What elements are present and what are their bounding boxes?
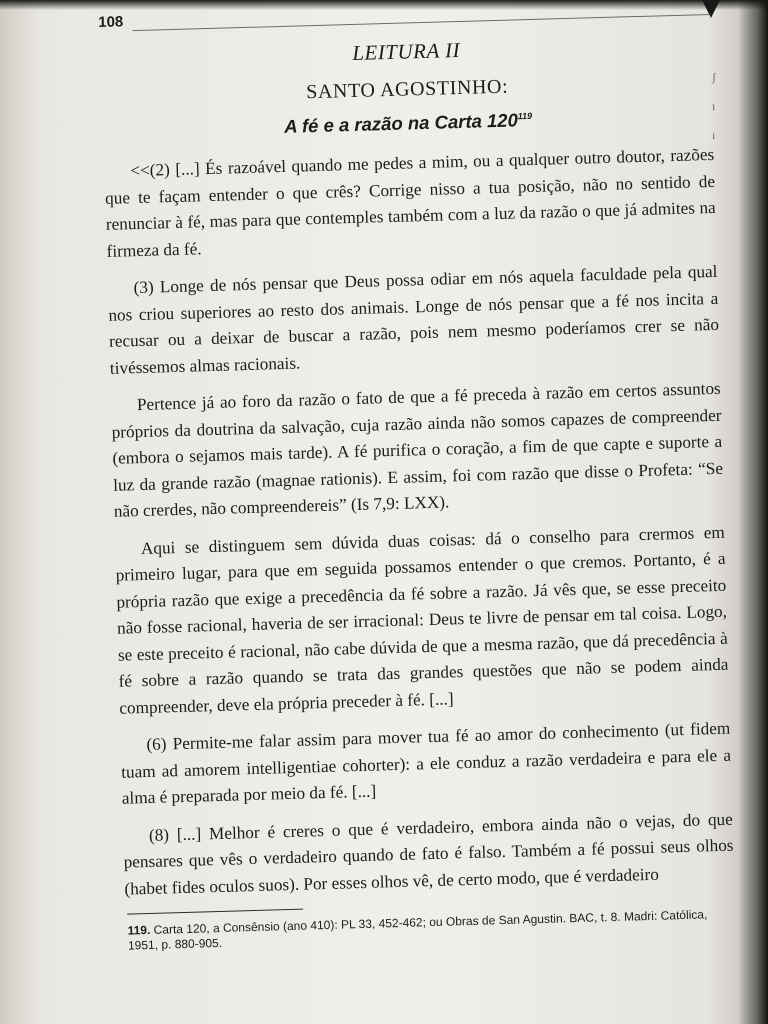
header-rule xyxy=(132,14,710,31)
margin-show-through: ʃ ı ı xyxy=(712,70,716,142)
footnote-text: Carta 120, a Consênsio (ano 410): PL 33, 452-462; ou Obras de San Agustin. BAC, t. 8. Madri: Católica, 1951, p. 880-905. xyxy=(127,907,708,953)
footnote-area xyxy=(127,897,728,954)
paragraph-4: Aqui se distinguem sem dúvida duas coisas: dá o conselho para crermos em primeiro lugar, para que em seguida possamos entender o que cremos. Portanto, é a própria razão que exige a precedência da fé sobre a razão. Já vês que, se esse preceito não fosse racional, haveria de ser irracional: Deus te livre de pensar em tal coisa. Logo, se este preceito é racional, não cabe dúvida de que a mesma razão, que dá precedência à fé sobre a razão quando se trata das grandes questões que não se podem ainda compreender, deve ela própria preceder à fé. [...] xyxy=(115,522,729,718)
page-number: 108 xyxy=(98,13,124,32)
footnote-reference: 119 xyxy=(517,110,533,122)
author-title: SANTO AGOSTINHO: xyxy=(305,75,509,104)
section-title: LEITURA II xyxy=(351,37,461,65)
paragraph-1: <<(2) [...] És razoável quando me pedes a mim, ou a qualquer outro doutor, razões que te façam entender o que crês? Corrige nisso a tua posição, não no sentido de renunciar à fé, mas para que contemples também com a luz da razão o que já admites na firmeza da fé. xyxy=(104,144,716,261)
work-title xyxy=(103,104,713,143)
paragraph-5: (6) Permite-me falar assim para mover tua fé ao amor do conhecimento (ut fidem tuam ad amorem intelligentiae cohorter): a ele conduz a razão verdadeira e para ele a alma é preparada por meio da fé. [...] xyxy=(120,718,732,808)
page-body xyxy=(98,0,735,953)
footnote xyxy=(127,907,728,954)
paragraph-3: Pertence já ao foro da razão o fato de que a fé preceda à razão em certos assuntos próprios da doutrina da salvação, cuja razão ainda não somos capazes de compreender (embora o sejamos mais tarde). A fé purifica o coração, a fim de que capte e suporte a luz da grande razão (magnae rationis). E assim, foi com razão que disse o Profeta: “Se não crerdes, não compreendereis” (Is 7,9: LXX). xyxy=(111,378,724,521)
footnote-number: 119. xyxy=(127,922,151,938)
work-title-text: A fé e a razão na Carta 120 xyxy=(283,109,519,137)
paragraph-2: (3) Longe de nós pensar que Deus possa odiar em nós aquela faculdade pela qual nos criou superiores ao resto dos animais. Longe de nós pensar que a fé nos incita a recusar ou a deixar de buscar a razão, pois nem mesmo poderíamos crer se não tivéssemos almas racionais. xyxy=(108,261,720,378)
paragraph-6: (8) [...] Melhor é creres o que é verdadeiro, embora ainda não o vejas, do que pensares que vês o verdadeiro quando de fato é falso. Também a fé possui seus olhos (habet fides oculos suos). Por esses olhos vê, de certo modo, que é verdadeiro xyxy=(123,809,734,899)
book-spine-shadow xyxy=(738,0,768,1024)
footnote-rule xyxy=(127,909,303,915)
